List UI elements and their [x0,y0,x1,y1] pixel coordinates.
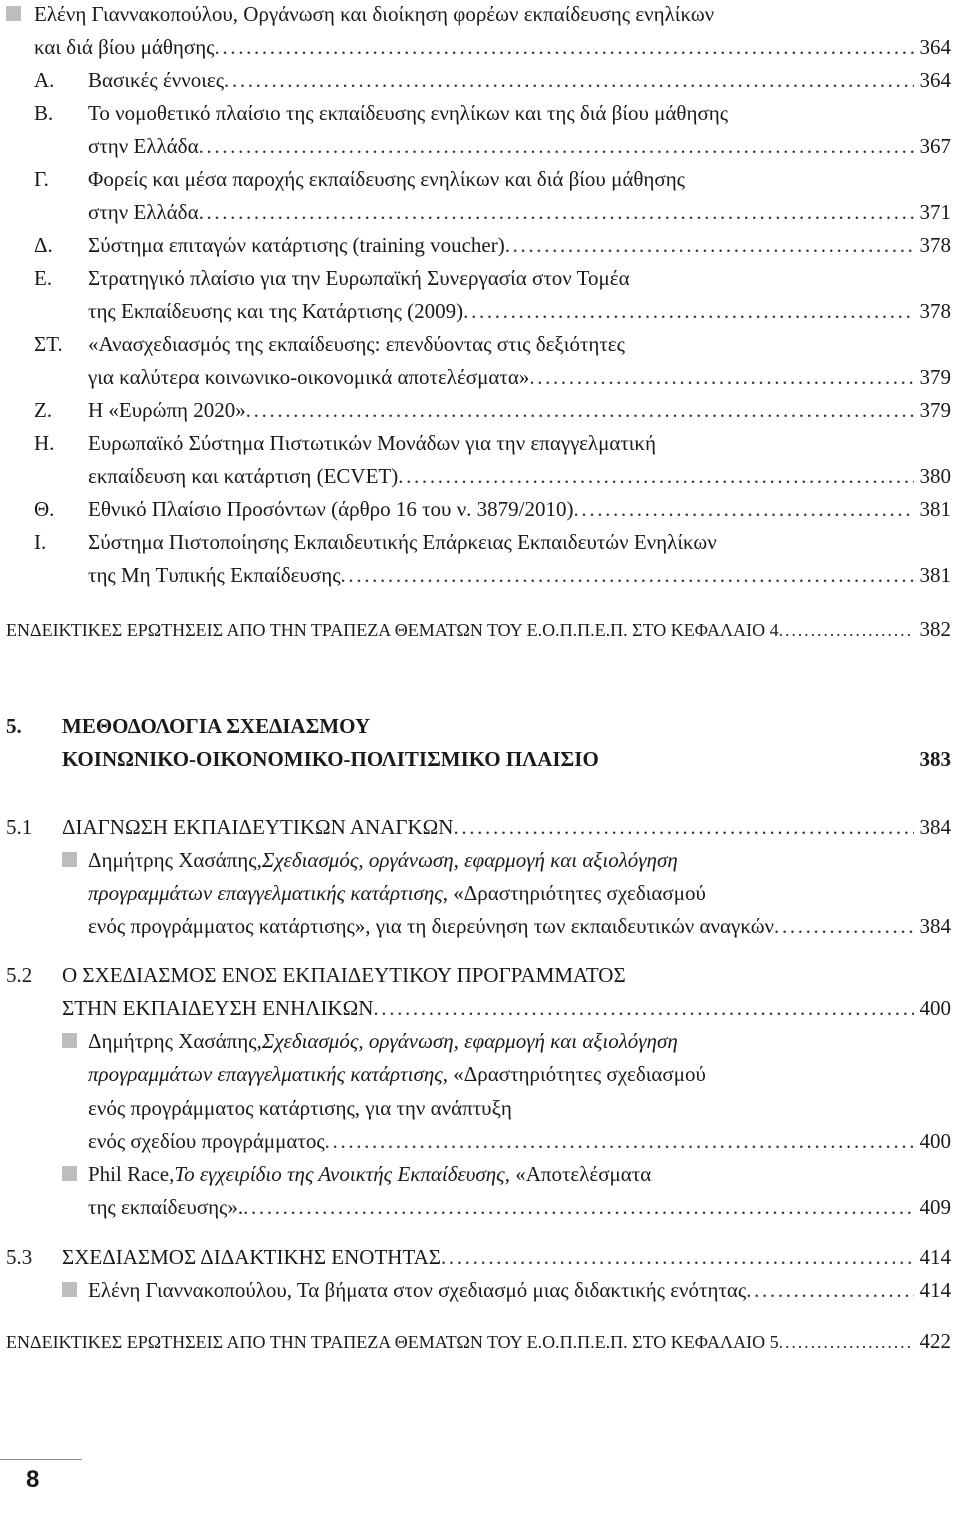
section-label: Δ. [34,233,53,257]
dot-leader [398,462,913,490]
entry-title: ενός προγράμματος κατάρτισης», για τη διερεύνηση των εκπαιδευτικών αναγκών [88,914,775,938]
toc-entry-line[interactable] [88,297,951,325]
section-label: Β. [34,101,54,125]
toc-entry-line[interactable] [88,231,951,259]
entry-title: εκπαίδευση και κατάρτιση (ECVET) [88,464,399,488]
dot-leader [199,132,914,160]
page-number: 409 [919,1195,951,1219]
section-label: Η. [34,431,55,455]
page-number-footer: 8 [26,1466,40,1493]
bullet-square-icon [62,852,77,867]
entry-title: Σύστημα επιταγών κατάρτισης (training voucher) [88,233,505,257]
section-number: 5.2 [6,963,33,987]
dot-leader [779,616,914,644]
entry-title: Η «Ευρώπη 2020» [88,398,246,422]
entry-title: ΣΧΕΔΙΑΣΜΟΣ ΔΙΔΑΚΤΙΚΗΣ ΕΝΟΤΗΤΑΣ [62,1245,441,1269]
page-number: 379 [919,398,951,422]
dot-leader [199,198,914,226]
section-label: Α. [34,68,55,92]
dot-leader [325,1127,914,1155]
entry-title [88,429,656,457]
page-number: 379 [919,365,951,389]
dot-leader [574,495,914,523]
entry-title: ΕΝΔΕΙΚΤΙΚΕΣ ΕΡΩΤΗΣΕΙΣ ΑΠΟ ΤΗΝ ΤΡΑΠΕΖΑ ΘΕΜΑΤΩΝ ΤΟΥ Ε.Ο.Π.Π.Ε.Π. ΣΤΟ ΚΕΦΑΛΑΙΟ 5 [6,1332,779,1352]
page-number: 364 [919,35,951,59]
section-label: Θ. [34,497,55,521]
page-number: 384 [919,815,951,839]
entry-title: Ελένη Γιαννακοπούλου, Οργάνωση και διοίκηση φορέων εκπαίδευσης ενηλίκων [34,2,715,26]
page-number: 378 [919,233,951,257]
toc-entry-line[interactable] [88,462,951,490]
entry-title: Το νομοθετικό πλαίσιο της εκπαίδευσης ενηλίκων και της διά βίου μάθησης [88,101,729,125]
toc-entry-line[interactable] [88,396,951,424]
reading-line: Δημήτρης Χασάπης, Σχεδιασμός, οργάνωση, εφαρμογή και αξιολόγηση [88,848,678,872]
questions-entry[interactable] [6,1327,951,1356]
page-number: 378 [919,299,951,323]
page-number: 364 [919,68,951,92]
questions-entry[interactable] [6,615,951,644]
toc-entry-line[interactable] [88,363,951,391]
reading-line: προγραμμάτων επαγγελματικής κατάρτισης , «Δραστηριότητες σχεδιασμού [88,881,706,905]
toc-entry-line[interactable] [88,561,951,589]
entry-title: «Ανασχεδιασμός της εκπαίδευσης: επενδύοντας στις δεξιότητες [88,332,625,356]
dot-leader [453,813,913,841]
entry-title: της Εκπαίδευσης και της Κατάρτισης (2009) [88,299,464,323]
page-number: 380 [919,464,951,488]
reading-line: Δημήτρης Χασάπης, Σχεδιασμός, οργάνωση, εφαρμογή και αξιολόγηση [88,1029,678,1053]
toc-entry-line[interactable] [62,1243,951,1271]
entry-title [88,99,728,127]
entry-title: Φορείς και μέσα παροχής εκπαίδευσης ενηλίκων και διά βίου μάθησης [88,167,685,191]
dot-leader [779,1328,914,1356]
entry-title: ΔΙΑΓΝΩΣΗ ΕΚΠΑΙΔΕΥΤΙΚΩΝ ΑΝΑΓΚΩΝ [62,815,454,839]
entry-title: Βασικές έννοιες [88,68,225,92]
page-number: 400 [919,996,951,1020]
entry-title [88,528,717,556]
entry-title: και διά βίου μάθησης [34,35,215,59]
page-number: 414 [919,1245,951,1269]
entry-title: της εκπαίδευσης». [88,1195,244,1219]
entry-title: ΕΝΔΕΙΚΤΙΚΕΣ ΕΡΩΤΗΣΕΙΣ ΑΠΟ ΤΗΝ ΤΡΑΠΕΖΑ ΘΕΜΑΤΩΝ ΤΟΥ Ε.Ο.Π.Π.Ε.Π. ΣΤΟ ΚΕΦΑΛΑΙΟ 4 [6,620,779,640]
section-label: ΣΤ. [34,332,63,356]
chapter-title: ΜΕΘΟΔΟΛΟΓΙΑ ΣΧΕΔΙΑΣΜΟΥ [62,714,371,738]
bullet-square-icon [62,1166,77,1181]
reading-line: ενός προγράμματος κατάρτισης, για την ανάπτυξη [88,1096,512,1120]
page-number: 414 [919,1278,951,1302]
entry-title: Εθνικό Πλαίσιο Προσόντων (άρθρο 16 του ν. 3879/2010) [88,497,574,521]
entry-title [88,264,630,292]
toc-entry-line[interactable] [88,912,951,940]
page-number: 383 [919,747,951,771]
dot-leader [746,1276,913,1304]
toc-entry-line[interactable] [88,132,951,160]
dot-leader [341,561,914,589]
dot-leader [774,912,913,940]
entry-title: Ευρωπαϊκό Σύστημα Πιστωτικών Μονάδων για την επαγγελματική [88,431,656,455]
section-number: 5.3 [6,1245,33,1269]
chapter-number: 5. [6,714,22,738]
footer-rule [0,1459,82,1460]
page-number: 382 [919,617,951,641]
toc-entry-line[interactable] [88,1127,951,1155]
bullet-square-icon [62,1282,77,1297]
toc-entry-line[interactable] [88,66,951,94]
page-number: 367 [919,134,951,158]
entry-title: Ελένη Γιαννακοπούλου, Τα βήματα στον σχεδιασμό μιας διδακτικής ενότητας [88,1278,747,1302]
entry-title: Στρατηγικό πλαίσιο για την Ευρωπαϊκή Συνεργασία στον Τομέα [88,266,630,290]
page-number: 400 [919,1129,951,1153]
entry-title: στην Ελλάδα [88,134,199,158]
entry-title: Ο ΣΧΕΔΙΑΣΜΟΣ ΕΝΟΣ ΕΚΠΑΙΔΕΥΤΙΚΟΥ ΠΡΟΓΡΑΜΜΑΤΟΣ [62,963,626,987]
section-label: Ζ. [34,398,53,422]
dot-leader [215,33,914,61]
toc-entry-line[interactable] [88,1276,951,1304]
entry-title [88,165,685,193]
section-number: 5.1 [6,815,33,839]
section-label: Ε. [34,266,53,290]
dot-leader [373,994,913,1022]
entry-title: ενός σχεδίου προγράμματος [88,1129,325,1153]
entry-title [88,330,625,358]
dot-leader [505,231,914,259]
page-number: 371 [919,200,951,224]
section-label: Ι. [34,530,47,554]
entry-title: Σύστημα Πιστοποίησης Εκπαιδευτικής Επάρκειας Εκπαιδευτών Ενηλίκων [88,530,717,554]
bullet-square-icon [62,1033,77,1048]
chapter-title: ΚΟΙΝΩΝΙΚΟ-ΟΙΚΟΝΟΜΙΚΟ-ΠΟΛΙΤΙΣΜΙΚΟ ΠΛΑΙΣΙΟ [62,747,599,771]
toc-entry-line[interactable] [88,198,951,226]
entry-title: για καλύτερα κοινωνικο-οικονομικά αποτελέσματα» [88,365,530,389]
reading-line: Phil Race, Το εγχειρίδιο της Ανοικτής Εκπαίδευσης , «Αποτελέσματα [88,1162,652,1186]
section-label: Γ. [34,167,49,191]
dot-leader [243,1193,913,1221]
dot-leader [441,1243,914,1271]
dot-leader [463,297,913,325]
bullet-square-icon [6,6,21,21]
dot-leader [529,363,913,391]
dot-leader [224,66,913,94]
dot-leader [246,396,914,424]
entry-title: στην Ελλάδα [88,200,199,224]
reading-line: προγραμμάτων επαγγελματικής κατάρτισης , «Δραστηριότητες σχεδιασμού [88,1062,706,1086]
toc-entry-line[interactable] [88,495,951,523]
entry-title: της Μη Τυπικής Εκπαίδευσης [88,563,341,587]
toc-entry-line[interactable] [34,33,951,61]
toc-entry-line[interactable] [62,813,951,841]
toc-entry-line[interactable] [62,994,951,1022]
page-number: 381 [919,497,951,521]
page-number: 381 [919,563,951,587]
page-number: 422 [919,1329,951,1353]
page-number: 384 [919,914,951,938]
toc-entry-line[interactable] [88,1193,951,1221]
entry-title: ΣΤΗΝ ΕΚΠΑΙΔΕΥΣΗ ΕΝΗΛΙΚΩΝ [62,996,374,1020]
